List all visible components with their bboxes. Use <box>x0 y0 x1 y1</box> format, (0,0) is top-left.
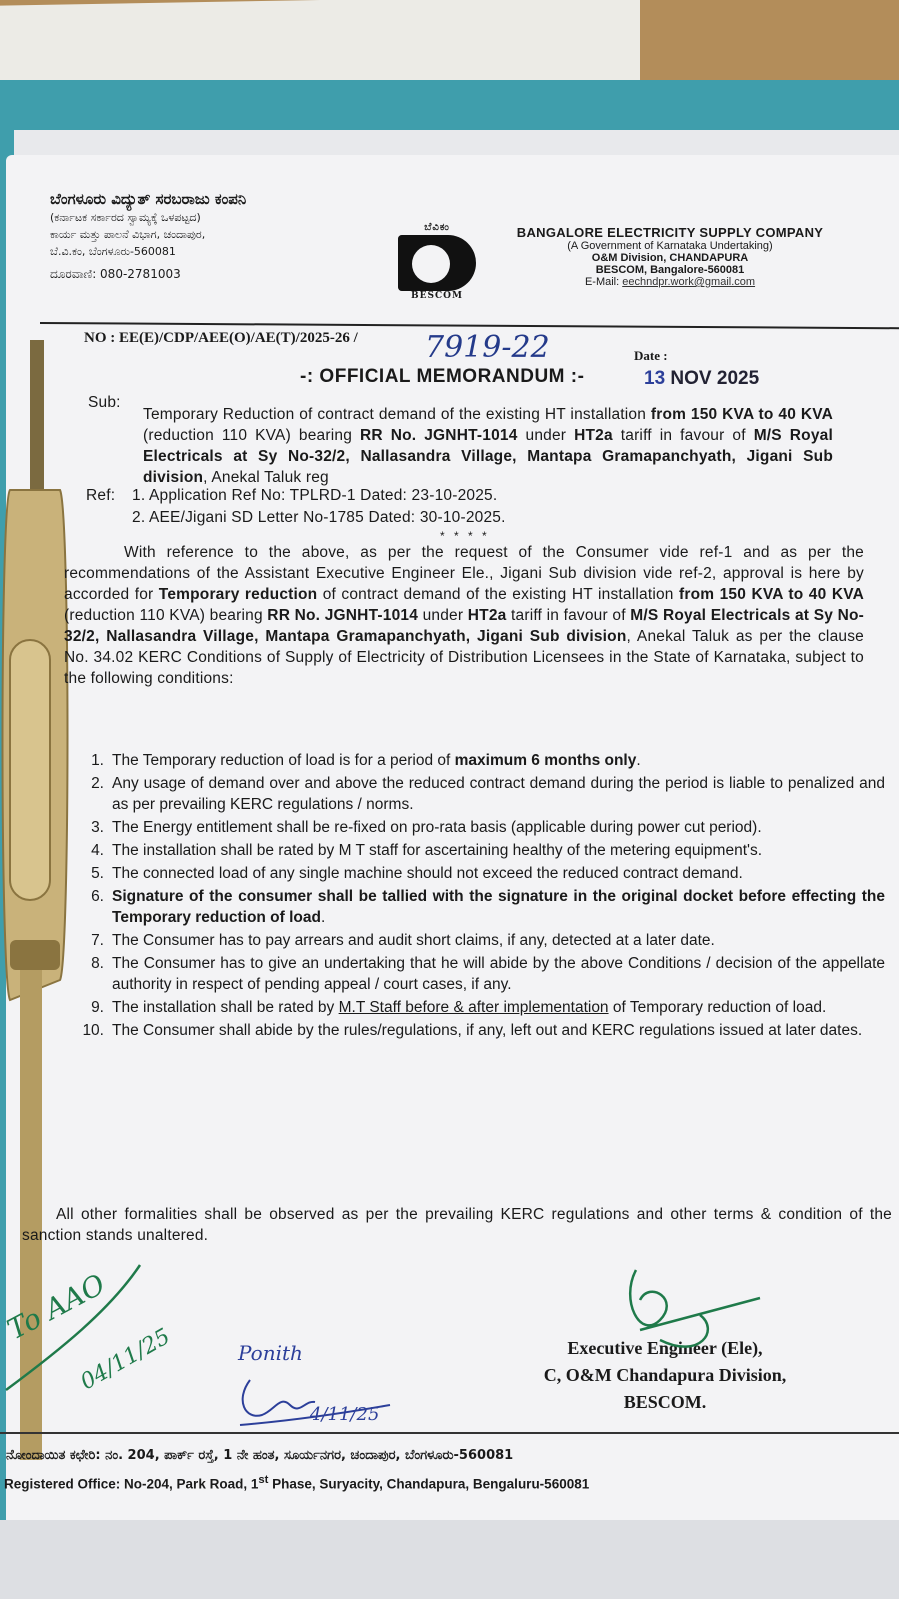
logo-kannada-text: ಬೆವಿಕಂ <box>424 222 450 233</box>
condition-item <box>80 840 885 861</box>
signatory-org: BESCOM. <box>623 1392 707 1412</box>
condition-text: Any usage of demand over and above the reduced contract demand during the period is liable to penalized and as per prevailing KERC regulations / norms. <box>112 775 885 813</box>
footer-address-english: Registered Office: No-204, Park Road, 1st Phase, Suryacity, Chandapura, Bengaluru-560081 <box>4 1474 590 1492</box>
condition-number: 2. <box>91 775 104 792</box>
condition-text: The installation shall be rated by M.T Staff before & after implementation of Temporary reduction of load. <box>112 999 827 1016</box>
reference-item: 1. Application Ref No: TPLRD-1 Dated: 23-10-2025. <box>132 487 498 504</box>
condition-number: 1. <box>91 752 104 769</box>
condition-item <box>80 930 885 951</box>
binder-clip-icon <box>0 340 85 1470</box>
govt-undertaking-kannada: (ಕರ್ನಾಟಕ ಸರ್ಕಾರದ ಸ್ವಾಮ್ಯಕ್ಕೆ ಒಳಪಟ್ಟದ) <box>50 211 201 224</box>
bescom-logo <box>392 222 482 308</box>
condition-item <box>80 997 885 1018</box>
condition-text: The Temporary reduction of load is for a period of maximum 6 months only. <box>112 752 641 769</box>
signature-block <box>480 1335 850 1416</box>
handwritten-note-to-aao: To AAO <box>1 1267 111 1347</box>
division-kannada: ಕಾರ್ಯ ಮತ್ತು ಪಾಲನೆ ವಿಭಾಗ, ಚಂದಾಪುರ, <box>50 228 206 241</box>
condition-text: The Consumer has to give an undertaking that he will abide by the above Conditions / decision of the appellate authority in respect of pending appeal / court cases, if any. <box>112 955 885 993</box>
reference-label: Ref: <box>86 487 116 504</box>
reference-number-handwritten: 7919-22 <box>425 330 550 365</box>
reference-item: 2. AEE/Jigani SD Letter No-1785 Dated: 30-10-2025. <box>132 509 506 526</box>
email-link[interactable]: eechndpr.work@gmail.com <box>622 276 756 288</box>
signatory-title: Executive Engineer (Ele), <box>567 1338 763 1358</box>
date-value: 13 NOV 2025 <box>644 368 760 389</box>
letterhead-english <box>510 225 830 288</box>
condition-number: 9. <box>91 999 104 1016</box>
logo-english-text: BESCOM <box>411 291 463 301</box>
condition-number: 4. <box>91 842 104 859</box>
memo-title: -: OFFICIAL MEMORANDUM :- <box>300 366 585 387</box>
condition-text: The Consumer has to pay arrears and audit short claims, if any, detected at a later date. <box>112 932 715 949</box>
handwritten-initials-date: 04/11/25 <box>76 1324 175 1396</box>
address-kannada: ಬೆ.ವಿ.ಕಂ, ಬೆಂಗಳೂರು-560081 <box>50 245 176 258</box>
separator-stars: * * * * <box>440 529 490 543</box>
subject-label: Sub: <box>88 394 121 411</box>
footer-divider <box>0 1432 899 1434</box>
division-english: O&M Division, CHANDAPURA <box>591 252 749 264</box>
signatory-division: C, O&M Chandapura Division, <box>543 1365 787 1385</box>
govt-undertaking-english: (A Government of Karnataka Undertaking) <box>567 240 773 252</box>
condition-number: 6. <box>91 888 104 905</box>
footer-address-kannada: ನೋಂದಾಯಿತ ಕಛೇರಿ: ನಂ. 204, ಪಾರ್ಕ್ ರಸ್ತೆ, 1 ನೇ ಹಂತ, ಸೂರ್ಯನಗರ, ಚಂದಾಪುರ, ಬೆಂಗಳೂರು-560081 <box>6 1448 514 1463</box>
condition-item <box>80 1020 885 1041</box>
condition-number: 5. <box>91 865 104 882</box>
address-english: BESCOM, Bangalore-560081 <box>595 264 745 276</box>
condition-text: Signature of the consumer shall be tallied with the signature in the original docket before effecting the Temporary reduction of load. <box>112 888 885 926</box>
condition-text: The Consumer shall abide by the rules/regulations, if any, left out and KERC regulations issued at later dates. <box>112 1022 863 1039</box>
condition-number: 10. <box>82 1022 104 1039</box>
condition-item <box>80 863 885 884</box>
email-line: E-Mail: eechndpr.work@gmail.com <box>584 276 756 288</box>
handwritten-name: Ponith <box>238 1341 303 1365</box>
bescom-b-icon <box>398 235 476 291</box>
date-day-stamp: 13 <box>644 368 666 389</box>
page-bottom-edge <box>0 1520 899 1599</box>
condition-text: The Energy entitlement shall be re-fixed on pro-rata basis (applicable during power cut period). <box>112 819 762 836</box>
date-label: Date : <box>634 348 668 363</box>
condition-number: 7. <box>91 932 104 949</box>
condition-item <box>80 773 885 815</box>
conditions-list <box>80 750 885 1043</box>
condition-item <box>80 817 885 838</box>
condition-number: 3. <box>91 819 104 836</box>
company-name-kannada: ಬೆಂಗಳೂರು ವಿದ್ಯುತ್ ಸರಬರಾಜು ಕಂಪನಿ <box>50 190 247 208</box>
phone-kannada: ದೂರವಾಣಿ: 080-2781003 <box>50 267 181 281</box>
condition-item <box>80 953 885 995</box>
body-paragraph: With reference to the above, as per the request of the Consumer vide ref-1 and as per the recommendations of the Assistant Executive Engineer Ele., Jigani Sub division vide ref-2, approval is here by accorded for Temporary reduction of contract demand of the existing HT installation from 150 KVA to 40 KVA (reduction 110 KVA) bearing RR No. JGNHT-1014 under HT2a tariff in favour of M/S Royal Electricals at Sy No-32/2, Nallasandra Village, Mantapa Gramapanchyath, Jigani Sub division, Anekal Taluk as per the clause No. 34.02 KERC Conditions of Supply of Electricity of Distribution Licensees in the State of Karnataka, subject to the following conditions: <box>64 544 865 687</box>
letterhead-kannada <box>50 190 380 282</box>
subject-text: Temporary Reduction of contract demand of the existing HT installation from 150 KVA to 40 KVA (reduction 110 KVA) bearing RR No. JGNHT-1014 under HT2a tariff in favour of M/S Royal Electricals at Sy No-32/2, Nallasandra Village, Mantapa Gramapanchyath, Jigani Sub division, Anekal Taluk reg <box>143 406 834 486</box>
company-name-english: BANGALORE ELECTRICITY SUPPLY COMPANY <box>516 225 824 240</box>
condition-text: The installation shall be rated by M T staff for ascertaining healthy of the metering equipment's. <box>112 842 763 859</box>
condition-item <box>80 750 885 771</box>
handwritten-sign-date: 4/11/25 <box>310 1404 380 1425</box>
condition-number: 8. <box>91 955 104 972</box>
condition-item <box>80 886 885 928</box>
reference-number-prefix: NO : EE(E)/CDP/AEE(O)/AE(T)/2025-26 / <box>84 330 358 346</box>
closing-paragraph: All other formalities shall be observed as per the prevailing KERC regulations and other terms & condition of the sanction stands unaltered. <box>22 1206 892 1244</box>
condition-text: The connected load of any single machine should not exceed the reduced contract demand. <box>112 865 743 882</box>
